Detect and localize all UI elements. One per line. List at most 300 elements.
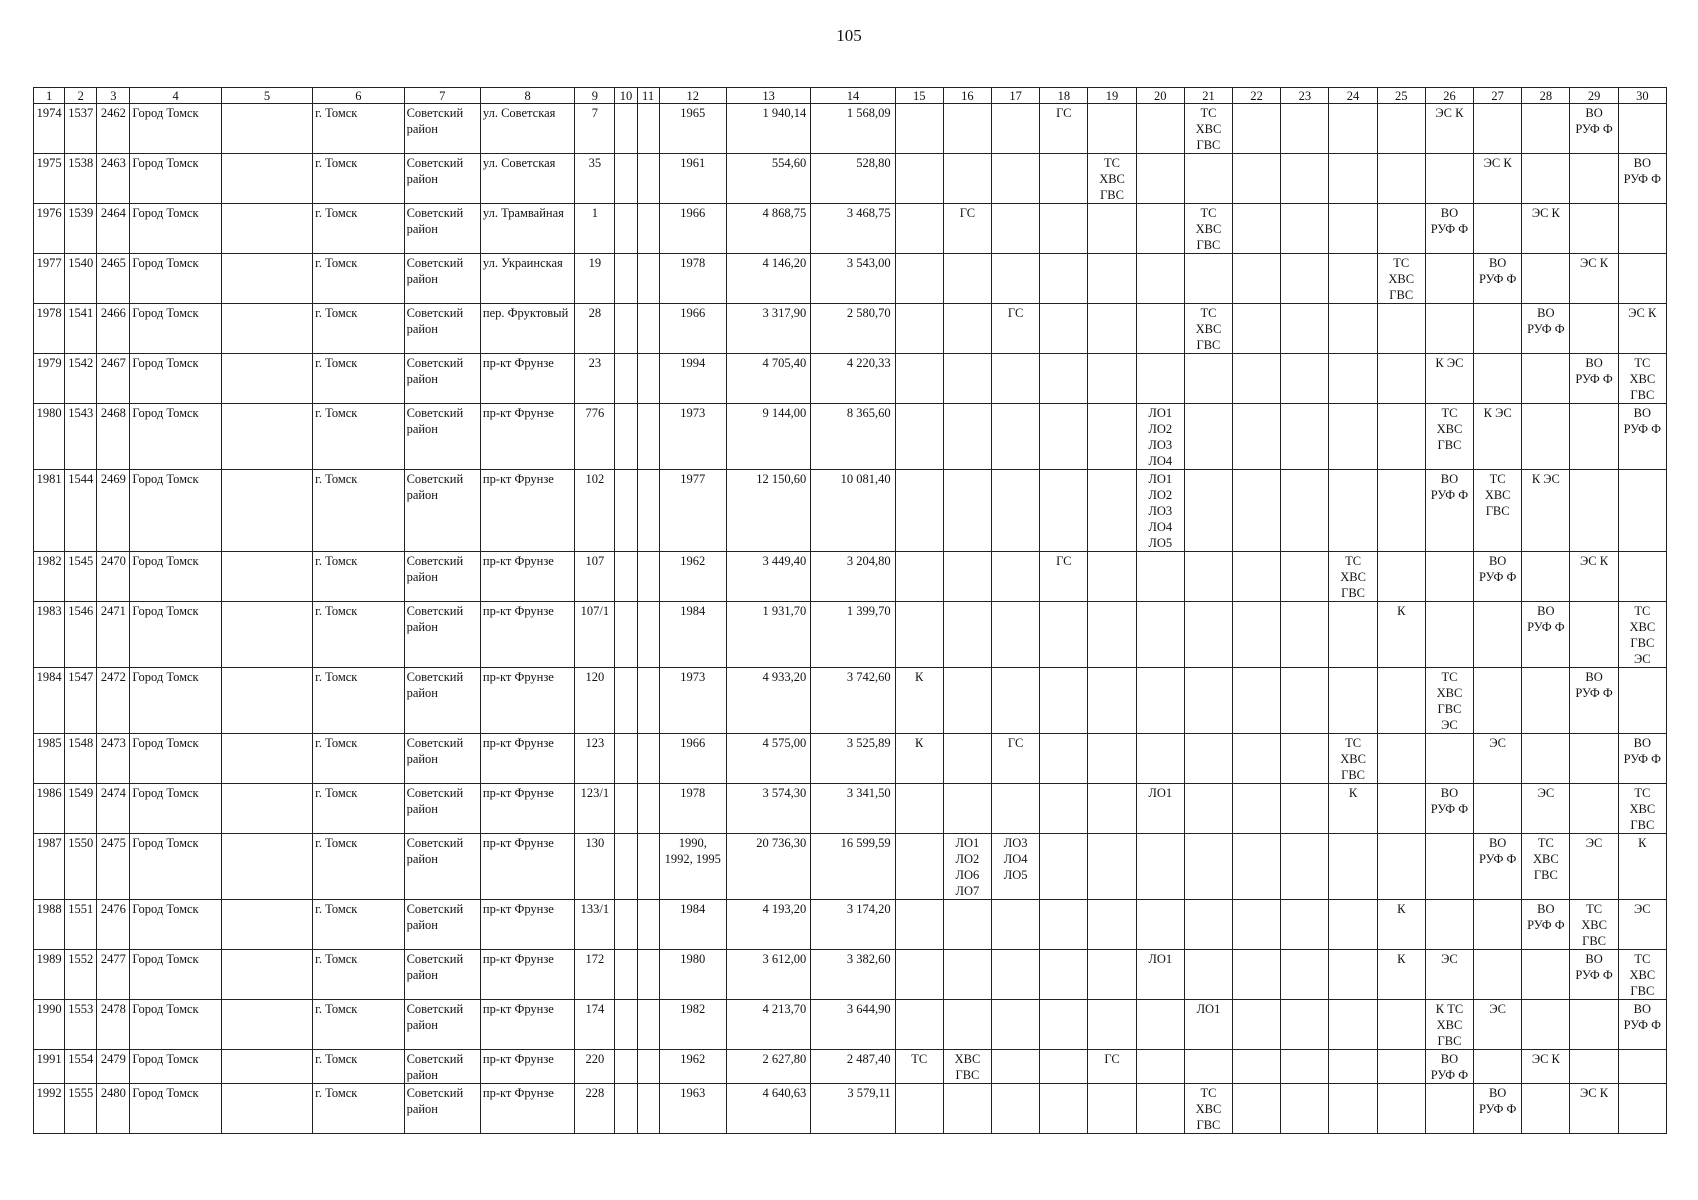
table-cell-col-2: 1540 [65, 254, 97, 304]
table-cell-col-17 [992, 204, 1040, 254]
table-cell-col-12: 1978 [659, 784, 726, 834]
table-cell-col-1: 1984 [34, 668, 65, 734]
table-cell-col-26: К ЭС [1425, 354, 1473, 404]
table-cell-col-16 [943, 304, 991, 354]
table-cell-col-11 [637, 104, 659, 154]
table-cell-col-4: Город Томск [130, 834, 221, 900]
table-cell-col-12: 1973 [659, 404, 726, 470]
table-cell-col-16 [943, 404, 991, 470]
table-cell-col-1: 1990 [34, 1000, 65, 1050]
table-cell-col-15 [895, 900, 943, 950]
table-cell-col-18 [1040, 1084, 1088, 1134]
table-cell-col-24 [1329, 470, 1377, 552]
table-cell-col-5 [221, 154, 312, 204]
table-cell-col-18: ГС [1040, 552, 1088, 602]
table-cell-col-9: 123/1 [575, 784, 615, 834]
table-cell-col-27: ВО РУФ Ф [1474, 254, 1522, 304]
table-cell-col-16 [943, 602, 991, 668]
table-cell-col-27 [1474, 104, 1522, 154]
table-cell-col-29 [1570, 204, 1618, 254]
table-cell-col-26 [1425, 834, 1473, 900]
table-cell-col-21 [1184, 950, 1232, 1000]
table-cell-col-28: ТС ХВС ГВС [1522, 834, 1570, 900]
table-cell-col-18 [1040, 900, 1088, 950]
table-cell-col-7: Советский район [404, 1000, 480, 1050]
table-cell-col-3: 2478 [97, 1000, 130, 1050]
table-cell-col-7: Советский район [404, 552, 480, 602]
table-cell-col-15 [895, 254, 943, 304]
table-cell-col-20 [1136, 734, 1184, 784]
table-cell-col-16: ЛО1 ЛО2 ЛО6 ЛО7 [943, 834, 991, 900]
table-cell-col-12: 1966 [659, 304, 726, 354]
table-cell-col-4: Город Томск [130, 668, 221, 734]
table-cell-col-25 [1377, 470, 1425, 552]
table-cell-col-22 [1233, 470, 1281, 552]
table-cell-col-25 [1377, 734, 1425, 784]
table-cell-col-8: пр-кт Фрунзе [480, 950, 574, 1000]
table-cell-col-10 [615, 602, 637, 668]
table-cell-col-22 [1233, 354, 1281, 404]
table-cell-col-30: ВО РУФ Ф [1618, 404, 1666, 470]
table-cell-col-13: 1 931,70 [726, 602, 810, 668]
table-cell-col-13: 3 317,90 [726, 304, 810, 354]
table-cell-col-10 [615, 254, 637, 304]
table-cell-col-17 [992, 254, 1040, 304]
table-cell-col-18 [1040, 404, 1088, 470]
table-cell-col-30 [1618, 204, 1666, 254]
table-cell-col-28 [1522, 104, 1570, 154]
table-cell-col-24 [1329, 834, 1377, 900]
table-cell-col-10 [615, 154, 637, 204]
table-cell-col-10 [615, 950, 637, 1000]
table-cell-col-5 [221, 404, 312, 470]
table-cell-col-29 [1570, 404, 1618, 470]
table-cell-col-27: ВО РУФ Ф [1474, 834, 1522, 900]
table-cell-col-28: ВО РУФ Ф [1522, 900, 1570, 950]
table-cell-col-24: К [1329, 784, 1377, 834]
table-cell-col-25 [1377, 404, 1425, 470]
table-row [34, 404, 1667, 470]
table-cell-col-5 [221, 950, 312, 1000]
table-cell-col-8: пр-кт Фрунзе [480, 900, 574, 950]
table-cell-col-2: 1542 [65, 354, 97, 404]
table-cell-col-4: Город Томск [130, 784, 221, 834]
table-cell-col-6: г. Томск [313, 304, 404, 354]
table-cell-col-22 [1233, 668, 1281, 734]
table-cell-col-11 [637, 470, 659, 552]
table-cell-col-29: ЭС [1570, 834, 1618, 900]
table-cell-col-2: 1543 [65, 404, 97, 470]
column-header-2: 2 [65, 88, 97, 104]
table-cell-col-18 [1040, 950, 1088, 1000]
table-cell-col-20 [1136, 834, 1184, 900]
table-cell-col-14: 3 174,20 [811, 900, 895, 950]
table-cell-col-15 [895, 784, 943, 834]
table-cell-col-8: пр-кт Фрунзе [480, 668, 574, 734]
table-cell-col-16 [943, 1084, 991, 1134]
table-cell-col-10 [615, 734, 637, 784]
table-cell-col-7: Советский район [404, 304, 480, 354]
table-cell-col-25 [1377, 834, 1425, 900]
column-header-11: 11 [637, 88, 659, 104]
table-cell-col-26 [1425, 154, 1473, 204]
table-cell-col-6: г. Томск [313, 552, 404, 602]
table-row [34, 552, 1667, 602]
table-cell-col-15 [895, 552, 943, 602]
table-cell-col-19 [1088, 900, 1136, 950]
table-cell-col-15 [895, 950, 943, 1000]
table-cell-col-18 [1040, 784, 1088, 834]
table-cell-col-9: 19 [575, 254, 615, 304]
table-cell-col-25 [1377, 1050, 1425, 1084]
table-cell-col-23 [1281, 204, 1329, 254]
table-cell-col-11 [637, 834, 659, 900]
table-cell-col-22 [1233, 1084, 1281, 1134]
table-cell-col-9: 23 [575, 354, 615, 404]
table-row [34, 900, 1667, 950]
table-cell-col-3: 2479 [97, 1050, 130, 1084]
table-cell-col-27: ВО РУФ Ф [1474, 552, 1522, 602]
table-cell-col-20 [1136, 1050, 1184, 1084]
table-cell-col-8: пер. Фруктовый [480, 304, 574, 354]
table-cell-col-9: 172 [575, 950, 615, 1000]
table-cell-col-30: ТС ХВС ГВС [1618, 950, 1666, 1000]
table-cell-col-9: 120 [575, 668, 615, 734]
table-cell-col-1: 1978 [34, 304, 65, 354]
table-cell-col-16 [943, 254, 991, 304]
table-cell-col-5 [221, 1050, 312, 1084]
table-cell-col-30: ЭС К [1618, 304, 1666, 354]
table-cell-col-18 [1040, 1000, 1088, 1050]
table-cell-col-9: 28 [575, 304, 615, 354]
table-cell-col-3: 2469 [97, 470, 130, 552]
table-cell-col-29 [1570, 784, 1618, 834]
column-header-6: 6 [313, 88, 404, 104]
table-cell-col-3: 2465 [97, 254, 130, 304]
table-cell-col-24 [1329, 668, 1377, 734]
table-cell-col-2: 1548 [65, 734, 97, 784]
table-cell-col-22 [1233, 404, 1281, 470]
table-cell-col-3: 2470 [97, 552, 130, 602]
table-cell-col-9: 174 [575, 1000, 615, 1050]
table-cell-col-24 [1329, 304, 1377, 354]
table-cell-col-26: ЭС [1425, 950, 1473, 1000]
table-cell-col-17 [992, 602, 1040, 668]
table-cell-col-12: 1980 [659, 950, 726, 1000]
table-cell-col-19 [1088, 734, 1136, 784]
table-cell-col-9: 776 [575, 404, 615, 470]
table-cell-col-27 [1474, 784, 1522, 834]
table-cell-col-5 [221, 1084, 312, 1134]
table-cell-col-29 [1570, 1000, 1618, 1050]
table-cell-col-4: Город Томск [130, 354, 221, 404]
table-cell-col-19 [1088, 354, 1136, 404]
table-cell-col-17 [992, 950, 1040, 1000]
table-cell-col-29 [1570, 154, 1618, 204]
table-cell-col-25 [1377, 668, 1425, 734]
table-cell-col-21 [1184, 784, 1232, 834]
table-cell-col-13: 4 933,20 [726, 668, 810, 734]
table-cell-col-10 [615, 304, 637, 354]
table-cell-col-7: Советский район [404, 668, 480, 734]
table-cell-col-14: 8 365,60 [811, 404, 895, 470]
table-cell-col-15: К [895, 734, 943, 784]
table-cell-col-11 [637, 1084, 659, 1134]
table-cell-col-12: 1977 [659, 470, 726, 552]
table-row [34, 1050, 1667, 1084]
table-cell-col-29: ВО РУФ Ф [1570, 104, 1618, 154]
table-cell-col-2: 1553 [65, 1000, 97, 1050]
table-cell-col-13: 20 736,30 [726, 834, 810, 900]
table-cell-col-28 [1522, 552, 1570, 602]
table-cell-col-14: 2 487,40 [811, 1050, 895, 1084]
table-cell-col-1: 1977 [34, 254, 65, 304]
table-cell-col-20: ЛО1 [1136, 950, 1184, 1000]
table-cell-col-27 [1474, 950, 1522, 1000]
table-cell-col-20 [1136, 900, 1184, 950]
table-cell-col-27 [1474, 354, 1522, 404]
table-cell-col-3: 2474 [97, 784, 130, 834]
table-cell-col-23 [1281, 154, 1329, 204]
table-cell-col-1: 1988 [34, 900, 65, 950]
table-cell-col-8: пр-кт Фрунзе [480, 602, 574, 668]
table-cell-col-28: ЭС К [1522, 1050, 1570, 1084]
table-cell-col-29 [1570, 734, 1618, 784]
table-cell-col-5 [221, 104, 312, 154]
table-cell-col-9: 107 [575, 552, 615, 602]
table-cell-col-29: ТС ХВС ГВС [1570, 900, 1618, 950]
column-header-29: 29 [1570, 88, 1618, 104]
table-cell-col-23 [1281, 304, 1329, 354]
table-cell-col-12: 1962 [659, 552, 726, 602]
table-cell-col-6: г. Томск [313, 254, 404, 304]
table-cell-col-21: ТС ХВС ГВС [1184, 204, 1232, 254]
table-cell-col-17: ГС [992, 304, 1040, 354]
table-cell-col-15 [895, 154, 943, 204]
table-cell-col-7: Советский район [404, 602, 480, 668]
table-cell-col-3: 2468 [97, 404, 130, 470]
table-cell-col-27: К ЭС [1474, 404, 1522, 470]
table-cell-col-27 [1474, 304, 1522, 354]
table-cell-col-10 [615, 404, 637, 470]
table-cell-col-18 [1040, 1050, 1088, 1084]
table-cell-col-15 [895, 204, 943, 254]
table-cell-col-30 [1618, 668, 1666, 734]
table-cell-col-19 [1088, 1084, 1136, 1134]
table-cell-col-30 [1618, 1050, 1666, 1084]
table-cell-col-24 [1329, 254, 1377, 304]
table-row [34, 254, 1667, 304]
table-cell-col-2: 1545 [65, 552, 97, 602]
table-cell-col-23 [1281, 254, 1329, 304]
table-cell-col-23 [1281, 552, 1329, 602]
table-cell-col-13: 3 449,40 [726, 552, 810, 602]
table-cell-col-24 [1329, 1000, 1377, 1050]
table-cell-col-13: 12 150,60 [726, 470, 810, 552]
table-cell-col-27 [1474, 668, 1522, 734]
column-header-23: 23 [1281, 88, 1329, 104]
table-cell-col-19 [1088, 404, 1136, 470]
table-cell-col-8: пр-кт Фрунзе [480, 552, 574, 602]
table-cell-col-14: 3 579,11 [811, 1084, 895, 1134]
table-cell-col-13: 554,60 [726, 154, 810, 204]
table-cell-col-28 [1522, 154, 1570, 204]
table-cell-col-8: ул. Советская [480, 154, 574, 204]
table-cell-col-4: Город Томск [130, 304, 221, 354]
table-cell-col-22 [1233, 1050, 1281, 1084]
table-cell-col-3: 2464 [97, 204, 130, 254]
table-cell-col-10 [615, 1084, 637, 1134]
table-cell-col-26: К ТС ХВС ГВС [1425, 1000, 1473, 1050]
table-cell-col-27: ЭС [1474, 1000, 1522, 1050]
table-cell-col-5 [221, 552, 312, 602]
table-cell-col-4: Город Томск [130, 470, 221, 552]
column-header-25: 25 [1377, 88, 1425, 104]
table-cell-col-24 [1329, 950, 1377, 1000]
table-cell-col-15 [895, 354, 943, 404]
table-cell-col-2: 1539 [65, 204, 97, 254]
table-cell-col-29: ВО РУФ Ф [1570, 950, 1618, 1000]
table-cell-col-18 [1040, 602, 1088, 668]
table-cell-col-8: ул. Советская [480, 104, 574, 154]
table-cell-col-12: 1966 [659, 734, 726, 784]
page-number: 105 [836, 26, 862, 45]
table-cell-col-15 [895, 1084, 943, 1134]
table-cell-col-18 [1040, 254, 1088, 304]
table-cell-col-24 [1329, 154, 1377, 204]
column-header-28: 28 [1522, 88, 1570, 104]
table-cell-col-8: пр-кт Фрунзе [480, 734, 574, 784]
table-cell-col-14: 3 742,60 [811, 668, 895, 734]
table-cell-col-8: пр-кт Фрунзе [480, 354, 574, 404]
table-cell-col-14: 2 580,70 [811, 304, 895, 354]
table-cell-col-25: К [1377, 950, 1425, 1000]
table-cell-col-9: 133/1 [575, 900, 615, 950]
column-header-17: 17 [992, 88, 1040, 104]
table-cell-col-2: 1547 [65, 668, 97, 734]
table-cell-col-20: ЛО1 ЛО2 ЛО3 ЛО4 ЛО5 [1136, 470, 1184, 552]
table-row [34, 1084, 1667, 1134]
column-header-22: 22 [1233, 88, 1281, 104]
table-cell-col-20 [1136, 254, 1184, 304]
table-cell-col-1: 1983 [34, 602, 65, 668]
table-cell-col-16 [943, 900, 991, 950]
table-cell-col-5 [221, 354, 312, 404]
table-cell-col-27 [1474, 900, 1522, 950]
table-cell-col-18 [1040, 734, 1088, 784]
table-cell-col-23 [1281, 1000, 1329, 1050]
table-cell-col-12: 1965 [659, 104, 726, 154]
table-cell-col-30 [1618, 254, 1666, 304]
table-cell-col-12: 1982 [659, 1000, 726, 1050]
table-cell-col-25 [1377, 552, 1425, 602]
table-cell-col-9: 1 [575, 204, 615, 254]
table-cell-col-30: ВО РУФ Ф [1618, 154, 1666, 204]
table-cell-col-28: ВО РУФ Ф [1522, 602, 1570, 668]
table-cell-col-22 [1233, 552, 1281, 602]
table-cell-col-15 [895, 404, 943, 470]
table-cell-col-13: 9 144,00 [726, 404, 810, 470]
table-cell-col-24 [1329, 602, 1377, 668]
table-cell-col-10 [615, 900, 637, 950]
table-cell-col-20 [1136, 204, 1184, 254]
table-cell-col-28 [1522, 254, 1570, 304]
table-cell-col-29: ЭС К [1570, 552, 1618, 602]
table-cell-col-8: пр-кт Фрунзе [480, 1050, 574, 1084]
table-cell-col-19 [1088, 204, 1136, 254]
table-cell-col-17 [992, 154, 1040, 204]
table-cell-col-25: К [1377, 602, 1425, 668]
table-cell-col-22 [1233, 1000, 1281, 1050]
table-cell-col-21 [1184, 154, 1232, 204]
table-cell-col-28 [1522, 1000, 1570, 1050]
table-cell-col-6: г. Томск [313, 950, 404, 1000]
table-cell-col-17 [992, 784, 1040, 834]
table-cell-col-15 [895, 470, 943, 552]
table-cell-col-23 [1281, 1084, 1329, 1134]
table-cell-col-20 [1136, 354, 1184, 404]
table-cell-col-16 [943, 734, 991, 784]
table-cell-col-6: г. Томск [313, 734, 404, 784]
table-cell-col-29: ВО РУФ Ф [1570, 354, 1618, 404]
table-cell-col-28: ЭС [1522, 784, 1570, 834]
table-cell-col-30: ВО РУФ Ф [1618, 1000, 1666, 1050]
table-body [34, 104, 1667, 1134]
column-header-26: 26 [1425, 88, 1473, 104]
table-cell-col-21 [1184, 834, 1232, 900]
table-cell-col-15: ТС [895, 1050, 943, 1084]
table-cell-col-23 [1281, 404, 1329, 470]
table-cell-col-24 [1329, 404, 1377, 470]
table-cell-col-21 [1184, 668, 1232, 734]
table-cell-col-7: Советский район [404, 154, 480, 204]
table-cell-col-7: Советский район [404, 1084, 480, 1134]
table-cell-col-23 [1281, 900, 1329, 950]
table-cell-col-17 [992, 470, 1040, 552]
table-cell-col-16 [943, 552, 991, 602]
table-cell-col-21 [1184, 404, 1232, 470]
table-cell-col-8: пр-кт Фрунзе [480, 470, 574, 552]
column-header-4: 4 [130, 88, 221, 104]
table-cell-col-10 [615, 784, 637, 834]
table-cell-col-11 [637, 602, 659, 668]
table-cell-col-21: ТС ХВС ГВС [1184, 304, 1232, 354]
table-cell-col-18 [1040, 354, 1088, 404]
table-cell-col-15 [895, 104, 943, 154]
table-cell-col-27 [1474, 602, 1522, 668]
table-row [34, 204, 1667, 254]
table-cell-col-26 [1425, 900, 1473, 950]
table-cell-col-11 [637, 900, 659, 950]
table-cell-col-28 [1522, 950, 1570, 1000]
table-cell-col-29: ВО РУФ Ф [1570, 668, 1618, 734]
table-cell-col-5 [221, 668, 312, 734]
table-cell-col-6: г. Томск [313, 354, 404, 404]
table-cell-col-4: Город Томск [130, 950, 221, 1000]
table-cell-col-6: г. Томск [313, 834, 404, 900]
table-cell-col-19 [1088, 304, 1136, 354]
column-header-12: 12 [659, 88, 726, 104]
table-cell-col-11 [637, 1000, 659, 1050]
table-cell-col-15 [895, 1000, 943, 1050]
table-cell-col-5 [221, 834, 312, 900]
table-cell-col-9: 123 [575, 734, 615, 784]
table-cell-col-24 [1329, 1050, 1377, 1084]
table-cell-col-17 [992, 1084, 1040, 1134]
table-cell-col-2: 1544 [65, 470, 97, 552]
table-cell-col-16 [943, 950, 991, 1000]
table-cell-col-29: ЭС К [1570, 1084, 1618, 1134]
